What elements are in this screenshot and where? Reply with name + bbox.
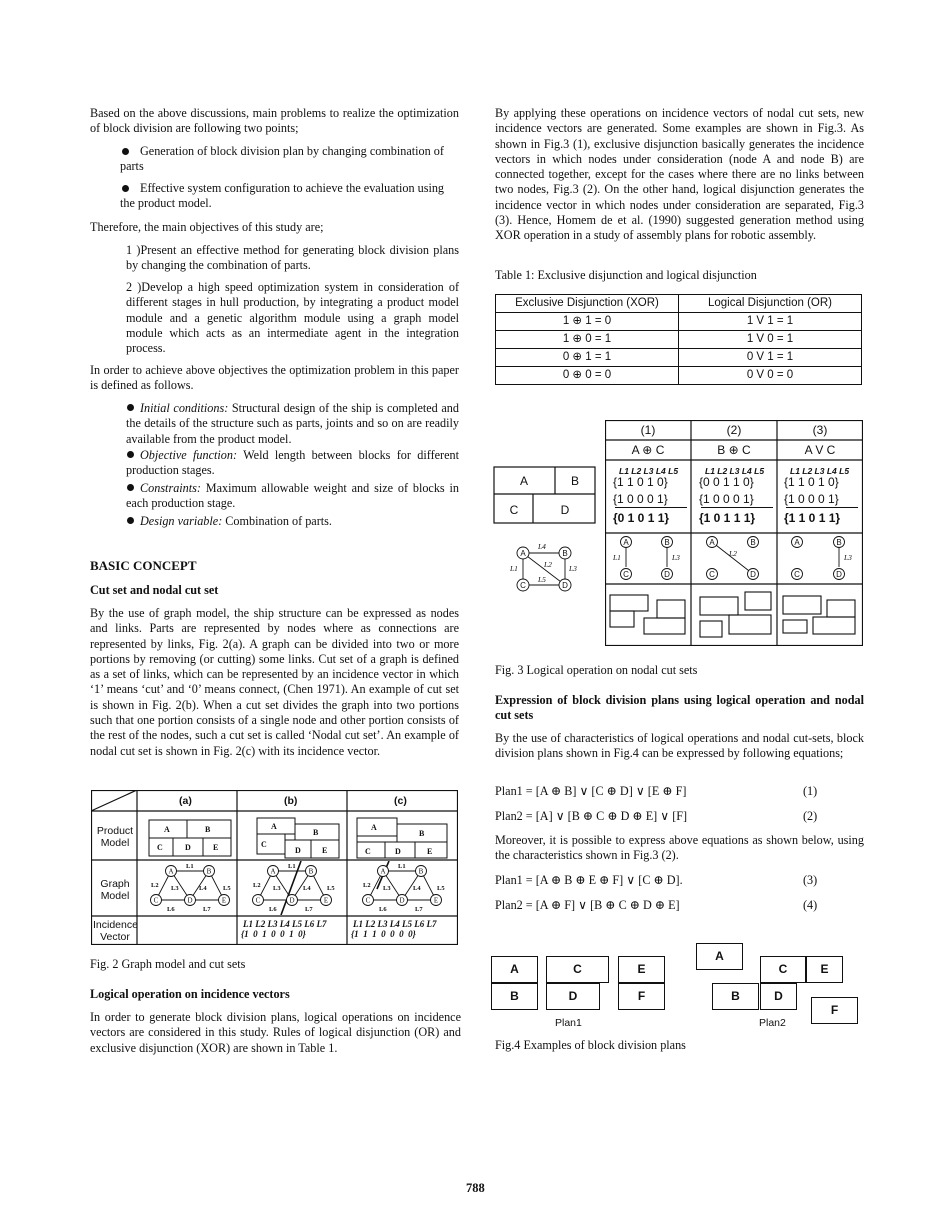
fig2b-link-l4: L4: [303, 885, 311, 892]
subsection-expression: Expression of block division plans using logical operation and nodal cut sets: [495, 693, 864, 723]
fig2c-link-l7: L7: [415, 906, 423, 913]
fig2b-link-l3: L3: [273, 885, 281, 892]
fig2a-block-d: D: [185, 843, 191, 852]
fig2c-graph: [351, 861, 455, 915]
fig2a-link-l1: L1: [186, 863, 194, 870]
fig2c-node-d: D: [399, 896, 405, 905]
fig2-row-graph-model: Graph Model: [100, 878, 130, 902]
subsection-logical-operation: Logical operation on incidence vectors: [90, 987, 290, 1001]
fig2a-block-b: B: [205, 825, 211, 834]
fig3-link-l3: L3: [569, 564, 577, 573]
fig2b-node-a: A: [270, 867, 276, 876]
fig3-col3-graph: [777, 534, 863, 582]
fig3-caption: Fig. 3 Logical operation on nodal cut sets: [495, 663, 698, 677]
table-row: [496, 367, 862, 385]
fig2-caption: Fig. 2 Graph model and cut sets: [90, 957, 246, 971]
fig3-node-a: A: [520, 549, 526, 558]
fig2a-graph: [141, 861, 235, 915]
fig3-col2-result: {1 0 1 1 1}: [699, 511, 756, 525]
objective-2: 2 )Develop a high speed optimization system in consideration of different stages in hull production, by integrating a product model module and a genetic algorithm module using a graph model module which acts as an intermediate agent in the integration process.: [126, 280, 459, 356]
fig2a-node-b: B: [206, 867, 212, 876]
section-title: BASIC CONCEPT: [90, 558, 197, 573]
fig2a-block-c: C: [157, 843, 163, 852]
table-header-row: [496, 295, 862, 313]
fig2c-node-b: B: [418, 867, 424, 876]
table-cell: 0 V 0 = 0: [679, 367, 862, 385]
fig3-node-d: D: [562, 581, 568, 590]
definition-constraints: Constraints: Maximum allowable weight and size of blocks in each production stage.: [126, 481, 459, 511]
fig2b-link-l2: L2: [253, 882, 261, 889]
fig3-op-3: A V C: [804, 443, 836, 457]
fig2b-block-d: D: [295, 846, 301, 855]
fig3-col3-vector-1: {1 1 0 1 0}: [784, 475, 839, 489]
equation-3: Plan1 = [A ⊕ B ⊕ E ⊕ F] ∨ [C ⊕ D].: [495, 873, 683, 887]
objectives-intro: Therefore, the main objectives of this study are;: [90, 220, 324, 234]
fig2c-vector: {1 1 1 0 0 0 0}: [351, 929, 416, 939]
point-2: Effective system configuration to achieve the evaluation using the product model.: [120, 181, 445, 211]
definition-design-variable: Design variable: Combination of parts.: [140, 514, 332, 528]
fig3-col3-node-b: B: [836, 538, 842, 547]
subsection-cut-set: Cut set and nodal cut set: [90, 583, 219, 597]
table-row: [496, 313, 862, 331]
fig4-plan2-block-c: C: [760, 956, 806, 983]
fig3-col-1: (1): [640, 423, 656, 437]
fig2c-block-b: B: [419, 829, 425, 838]
fig3-graph: [503, 540, 593, 594]
fig3-col2-graph: [691, 534, 777, 582]
fig3-col1-node-b: B: [664, 538, 670, 547]
fig2b-link-l5: L5: [327, 885, 335, 892]
fig3-col1-node-a: A: [623, 538, 629, 547]
ops-paragraph: By applying these operations on incidence vectors of nodal cut sets, new incidence vectors are generated. Some examples are shown in Fig.3. As shown in Fig.3 (1), exclusive disjunction basically generates the incidence vectors in which nodes under consideration (node A and node B) are connected together, except for the cases where there are no links between two nodes, Fig.3 (2). On the other hand, logical disjunction generates the incidence vector in which nodes under consideration are separated, Fig.3 (3). Hence, Homem de et al. (1990) suggested generation method using XOR operation in a study of assembly plans for robotic assembly.: [495, 106, 864, 243]
fig3-col2-node-d: D: [750, 570, 756, 579]
fig2c-block-d: D: [395, 847, 401, 856]
fig3-col3-vector-2: {1 0 0 0 1}: [784, 492, 839, 506]
fig2-col-c: (c): [394, 795, 407, 807]
fig3-col1-link-l3: L3: [672, 553, 680, 562]
fig4-plan1-block-f: F: [618, 983, 665, 1010]
fig3-link-l5: L5: [538, 575, 546, 584]
objective-1: 1 )Present an effective method for generating block division plans by changing the combination of parts.: [126, 243, 459, 273]
equation-1-number: (1): [803, 784, 818, 798]
fig3-col2-node-c: C: [709, 570, 715, 579]
fig2c-block-a: A: [371, 823, 377, 832]
table-row: [496, 331, 862, 349]
equation-3-number: (3): [803, 873, 818, 887]
table-cell: 1 V 1 = 1: [679, 313, 862, 331]
fig2c-node-a: A: [380, 867, 386, 876]
fig3-col1-vector-1: {1 1 0 1 0}: [613, 475, 668, 489]
fig4-plan2-label: Plan2: [759, 1017, 786, 1029]
fig2b-node-b: B: [308, 867, 314, 876]
fig3-col1-vector-2: {1 0 0 0 1}: [613, 492, 668, 506]
fig2b-graph: [241, 861, 345, 915]
fig4-plan1-label: Plan1: [555, 1017, 582, 1029]
fig2b-link-l1: L1: [288, 863, 296, 870]
intro-paragraph: Based on the above discussions, main problems to realize the optimization of block division are following two points;: [90, 106, 459, 136]
table-cell: 0 ⊕ 0 = 0: [496, 367, 679, 385]
figure-2: [91, 790, 458, 945]
fig3-col2-node-b: B: [750, 538, 756, 547]
fig2a-node-a: A: [168, 867, 174, 876]
fig2b-node-e: E: [323, 896, 329, 905]
table-header: Logical Disjunction (OR): [679, 295, 862, 313]
equation-4: Plan2 = [A ⊕ F] ∨ [B ⊕ C ⊕ D ⊕ E]: [495, 898, 680, 912]
fig3-col2-link-l2: L2: [729, 549, 737, 558]
fig2-col-a: (a): [179, 795, 192, 807]
fig4-plan2-block-f: F: [811, 997, 858, 1024]
fig3-col1-node-c: C: [623, 570, 629, 579]
fig2a-link-l3: L3: [171, 885, 179, 892]
expression-paragraph: By the use of characteristics of logical operations and nodal cut-sets, block division plans shown in Fig.4 can be expressed by following equations;: [495, 731, 864, 761]
fig3-col2-node-a: A: [709, 538, 715, 547]
fig3-block-b: B: [570, 474, 580, 488]
fig2a-link-l4: L4: [199, 885, 207, 892]
fig3-block-d: D: [560, 503, 570, 517]
fig4-caption: Fig.4 Examples of block division plans: [495, 1038, 686, 1052]
fig3-node-b: B: [562, 549, 568, 558]
fig2c-link-l1: L1: [398, 863, 406, 870]
table-header: Exclusive Disjunction (XOR): [496, 295, 679, 313]
fig3-col2-links: L1 L2 L3 L4 L5: [705, 466, 765, 476]
fig3-block-c: C: [509, 503, 519, 517]
fig3-block-a: A: [519, 474, 529, 488]
fig4-plan1-block-d: D: [546, 983, 600, 1010]
logic-paragraph: In order to generate block division plans, logical operations on incidence vectors are considered in this study. Rules of logical disjunction (OR) and exclusive disjunction (XOR) are shown in Table 1.: [90, 1010, 461, 1055]
table1-caption: Table 1: Exclusive disjunction and logical disjunction: [495, 268, 757, 282]
fig2c-link-l6: L6: [379, 906, 387, 913]
fig3-link-l1: L1: [510, 564, 518, 573]
fig2-row-incidence-vector: Incidence Vector: [93, 919, 138, 943]
definition-objective-function: Objective function: Weld length between blocks for different production stages.: [126, 448, 459, 478]
fig2-col-b: (b): [284, 795, 298, 807]
fig2b-vector: {1 0 1 0 0 1 0}: [241, 929, 306, 939]
fig3-col3-result: {1 1 0 1 1}: [784, 511, 841, 525]
fig4-plan1-block-a: A: [491, 956, 538, 983]
fig3-col1-graph: [605, 534, 691, 582]
fig2a-link-l6: L6: [167, 906, 175, 913]
fig2a-block-a: A: [164, 825, 170, 834]
fig3-col-3: (3): [812, 423, 828, 437]
definition-initial-conditions: Initial conditions: Structural design of the ship is completed and the details of the structure such as parts, joints and so on are readily available from the product model.: [126, 401, 459, 446]
equation-4-number: (4): [803, 898, 818, 912]
equation-2: Plan2 = [A] ∨ [B ⊕ C ⊕ D ⊕ E] ∨ [F]: [495, 809, 688, 823]
equation-1: Plan1 = [A ⊕ B] ∨ [C ⊕ D] ∨ [E ⊕ F]: [495, 784, 687, 798]
fig2a-product-model: [147, 816, 233, 858]
fig2c-block-c: C: [365, 847, 371, 856]
fig2b-links-header: L1 L2 L3 L4 L5 L6 L7: [243, 919, 327, 929]
fig2b-node-c: C: [255, 896, 261, 905]
fig2a-link-l2: L2: [151, 882, 159, 889]
fig3-col-2: (2): [726, 423, 742, 437]
fig3-col3-node-d: D: [836, 570, 842, 579]
fig3-node-c: C: [520, 581, 526, 590]
point-1: Generation of block division plan by changing combination of parts: [120, 144, 444, 174]
fig3-col1-link-l1: L1: [613, 553, 621, 562]
table-cell: 1 ⊕ 0 = 1: [496, 331, 679, 349]
fig2-row-product-model: Product Model: [96, 825, 134, 849]
fig3-col3-rule: [786, 507, 858, 508]
fig3-col1-links: L1 L2 L3 L4 L5: [619, 466, 679, 476]
fig2c-product-model: [355, 816, 451, 860]
fig2b-block-a: A: [271, 822, 277, 831]
fig3-col3-node-c: C: [794, 570, 800, 579]
fig2c-block-e: E: [427, 847, 433, 856]
fig3-col2-rule: [701, 507, 773, 508]
fig2b-block-c: C: [261, 840, 267, 849]
fig4-plan1-block-c: C: [546, 956, 609, 983]
fig2a-block-e: E: [213, 843, 219, 852]
table-cell: 0 V 1 = 1: [679, 349, 862, 367]
fig2b-product-model: [247, 816, 343, 860]
fig2b-node-d: D: [289, 896, 295, 905]
fig4-plan2-block-e: E: [806, 956, 843, 983]
table-row: [496, 349, 862, 367]
table-cell: 1 ⊕ 1 = 0: [496, 313, 679, 331]
fig2a-node-d: D: [187, 896, 193, 905]
fig3-col2-vector-2: {1 0 0 0 1}: [699, 492, 754, 506]
fig2c-node-e: E: [433, 896, 439, 905]
fig2a-node-c: C: [153, 896, 159, 905]
fig3-link-l4: L4: [538, 542, 546, 551]
equation-2-number: (2): [803, 809, 818, 823]
fig2a-link-l5: L5: [223, 885, 231, 892]
fig3-link-l2: L2: [544, 560, 552, 569]
fig3-block-diagram: [493, 466, 597, 526]
fig2c-link-l4: L4: [413, 885, 421, 892]
table-cell: 1 V 0 = 1: [679, 331, 862, 349]
problem-intro: In order to achieve above objectives the optimization problem in this paper is defined as follows.: [90, 363, 459, 393]
fig2b-link-l6: L6: [269, 906, 277, 913]
page-number: 788: [466, 1181, 485, 1195]
moreover-paragraph: Moreover, it is possible to express above equations as shown below, using the characteristics shown in Fig.3 (2).: [495, 833, 864, 863]
fig2a-link-l7: L7: [203, 906, 211, 913]
table-1: [495, 294, 862, 385]
fig3-col3-link-l3: L3: [844, 553, 852, 562]
fig2b-block-e: E: [322, 846, 328, 855]
fig3-col1-node-d: D: [664, 570, 670, 579]
cutset-paragraph: By the use of graph model, the ship structure can be expressed as nodes and links. Parts are represented by nodes where as connections are represented by links, Fig. 2(a). A graph can be divided into two or more portions by removing (or cutting) some links. Cut set of a graph is defined as a set of links, which can be represented by an incidence vector in which ‘1’ means ‘cut’ and ‘0’ means connect, (Chen 1971). An example of cut set is shown in Fig. 2(b). When a cut set divides the graph into two portions such that one portion consists of a single node and other portion consists of the rest of the nodes, such a cut set is called ‘Nodal cut set’. An example of nodal cut set is shown in Fig. 2(c) with its incidence vector.: [90, 606, 459, 758]
fig2c-node-c: C: [365, 896, 371, 905]
fig4-plan2-block-d: D: [760, 983, 797, 1010]
figure-3: [493, 420, 863, 646]
table-cell: 0 ⊕ 1 = 1: [496, 349, 679, 367]
fig4-plan1-block-e: E: [618, 956, 665, 983]
fig2c-links-header: L1 L2 L3 L4 L5 L6 L7: [353, 919, 437, 929]
fig3-col3-node-a: A: [794, 538, 800, 547]
fig3-col2-vector-1: {0 0 1 1 0}: [699, 475, 754, 489]
fig2b-block-b: B: [313, 828, 319, 837]
fig4-plan1-block-b: B: [491, 983, 538, 1010]
fig3-col1-rule: [615, 507, 687, 508]
fig4-plan2-block-a: A: [696, 943, 743, 970]
fig2c-link-l2: L2: [363, 882, 371, 889]
fig3-col3-links: L1 L2 L3 L4 L5: [790, 466, 850, 476]
fig2c-link-l3: L3: [383, 885, 391, 892]
fig2a-node-e: E: [221, 896, 227, 905]
fig2b-link-l7: L7: [305, 906, 313, 913]
fig3-op-1: A ⊕ C: [631, 443, 665, 457]
fig3-col1-result: {0 1 0 1 1}: [613, 511, 670, 525]
fig4-plan2-block-b: B: [712, 983, 759, 1010]
fig3-op-2: B ⊕ C: [717, 443, 751, 457]
fig2c-link-l5: L5: [437, 885, 445, 892]
